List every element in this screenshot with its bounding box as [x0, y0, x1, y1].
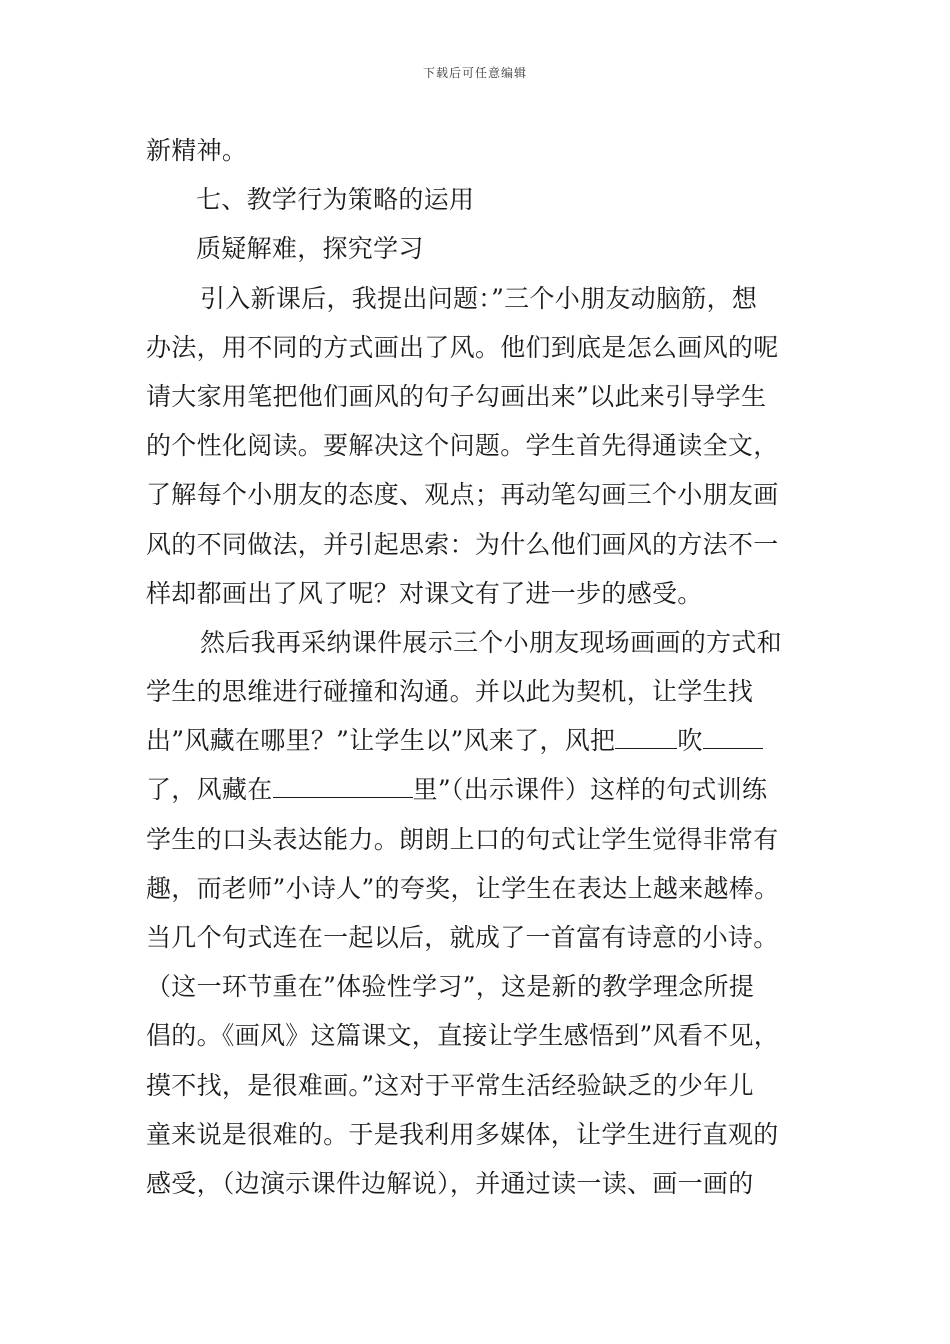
text-line: 学生的口头表达能力。朗朗上口的句式让学生觉得非常有 — [146, 824, 779, 854]
text-line: 了解每个小朋友的态度、观点；再动笔勾画三个小朋友画 — [146, 480, 779, 510]
text-line: 然后我再采纳课件展示三个小朋友现场画画的方式和 — [200, 627, 782, 657]
text-line: 摸不找，是很难画。”这对于平常生活经验缺乏的少年儿 — [146, 1070, 754, 1100]
subsection-heading: 质疑解难，探究学习 — [196, 234, 424, 264]
text-line: （这一环节重在”体验性学习”，这是新的教学理念所提 — [146, 972, 755, 1002]
text-line-with-blanks — [146, 765, 826, 814]
text-line: 办法，用不同的方式画出了风。他们到底是怎么画风的呢 — [146, 332, 779, 362]
text-segment: 吹 — [677, 726, 703, 756]
text-line: 童来说是很难的。于是我利用多媒体，让学生进行直观的 — [146, 1119, 779, 1149]
text-line: 新精神。 — [146, 136, 248, 165]
text-segment: 里”（出示课件）这样的句式训练 — [412, 775, 768, 805]
page-header: 下载后可任意编辑 — [422, 66, 527, 80]
text-line: 的个性化阅读。要解决这个问题。学生首先得通读全文， — [146, 431, 779, 461]
text-line: 请大家用笔把他们画风的句子勾画出来”以此来引导学生 — [146, 381, 767, 411]
text-line: 趣，而老师”小诗人”的夸奖，让学生在表达上越来越棒。 — [146, 873, 780, 903]
fill-blank — [703, 726, 763, 749]
section-heading: 七、教学行为策略的运用 — [196, 185, 475, 215]
text-segment: 出”风藏在哪里？”让学生以”风来了，风把 — [146, 726, 616, 756]
text-line: 风的不同做法，并引起思索：为什么他们画风的方法不一 — [146, 529, 779, 559]
text-line-with-blanks — [146, 716, 826, 765]
document-body — [146, 126, 826, 1208]
text-line: 学生的思维进行碰撞和沟通。并以此为契机，让学生找 — [146, 677, 754, 707]
fill-blank — [273, 775, 413, 798]
text-line: 倡的。《画风》这篇课文，直接让学生感悟到”风看不见， — [146, 1021, 780, 1051]
text-line: 当几个句式连在一起以后，就成了一首富有诗意的小诗。 — [146, 923, 779, 952]
text-line: 引入新课后，我提出问题：”三个小朋友动脑筋，想 — [200, 283, 758, 313]
text-segment: 了，风藏在 — [146, 775, 273, 805]
fill-blank — [615, 726, 677, 749]
text-line: 感受，（边演示课件边解说），并通过读一读、画一画的 — [146, 1168, 754, 1198]
text-line: 样却都画出了风了呢？对课文有了进一步的感受。 — [146, 578, 703, 608]
